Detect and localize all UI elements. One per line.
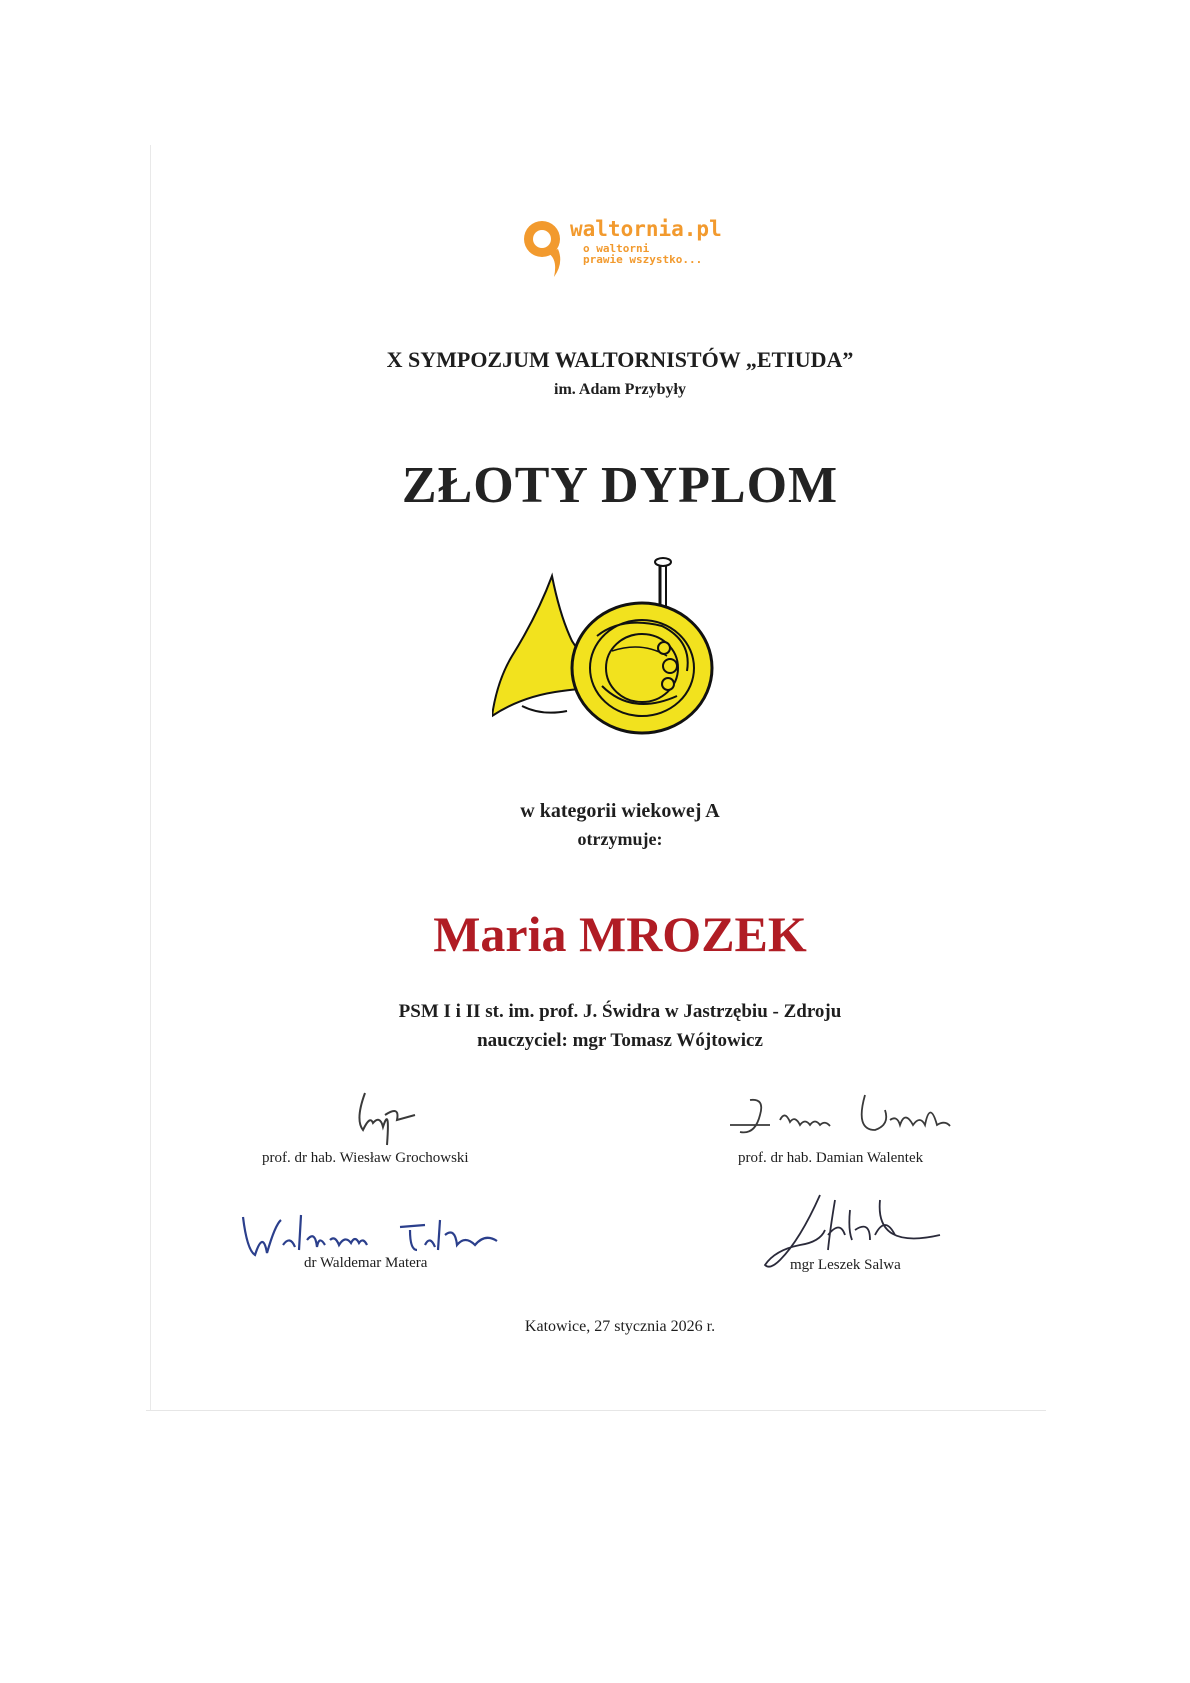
recipient-name: Maria MROZEK xyxy=(433,906,807,962)
school-name: PSM I i II st. im. prof. J. Świdra w Jastrzębiu - Zdroju xyxy=(398,1001,842,1022)
event-patron: im. Adam Przybyły xyxy=(554,381,686,398)
logo-speech-bubble-icon xyxy=(518,215,578,285)
french-horn-icon xyxy=(492,556,722,756)
logo-tagline-line2: prawie wszystko... xyxy=(583,253,703,266)
signatory-name-salwa: mgr Leszek Salwa xyxy=(790,1257,901,1273)
diploma-title: ZŁOTY DYPLOM xyxy=(401,457,839,514)
signatory-name-matera: dr Waldemar Matera xyxy=(304,1255,428,1271)
receives-label: otrzymuje: xyxy=(577,829,663,849)
scan-edge-bottom xyxy=(146,1410,1046,1411)
waltornia-logo xyxy=(518,215,748,285)
logo-tagline xyxy=(583,243,753,265)
logo-name: waltornia.pl xyxy=(570,217,722,241)
logo-tagline-line1: o waltorni xyxy=(583,242,650,255)
teacher-name: nauczyciel: mgr Tomasz Wójtowicz xyxy=(477,1030,763,1051)
signatory-name-grochowski: prof. dr hab. Wiesław Grochowski xyxy=(262,1150,469,1166)
age-category: w kategorii wiekowej A xyxy=(520,800,720,822)
scan-edge xyxy=(150,145,151,1410)
signature-grochowski xyxy=(345,1085,425,1150)
signatory-name-walentek: prof. dr hab. Damian Walentek xyxy=(738,1150,924,1166)
signature-walentek xyxy=(725,1090,955,1145)
event-title: X SYMPOZJUM WALTORNISTÓW „ETIUDA” xyxy=(386,347,854,372)
place-and-date: Katowice, 27 stycznia 2026 r. xyxy=(524,1318,716,1335)
